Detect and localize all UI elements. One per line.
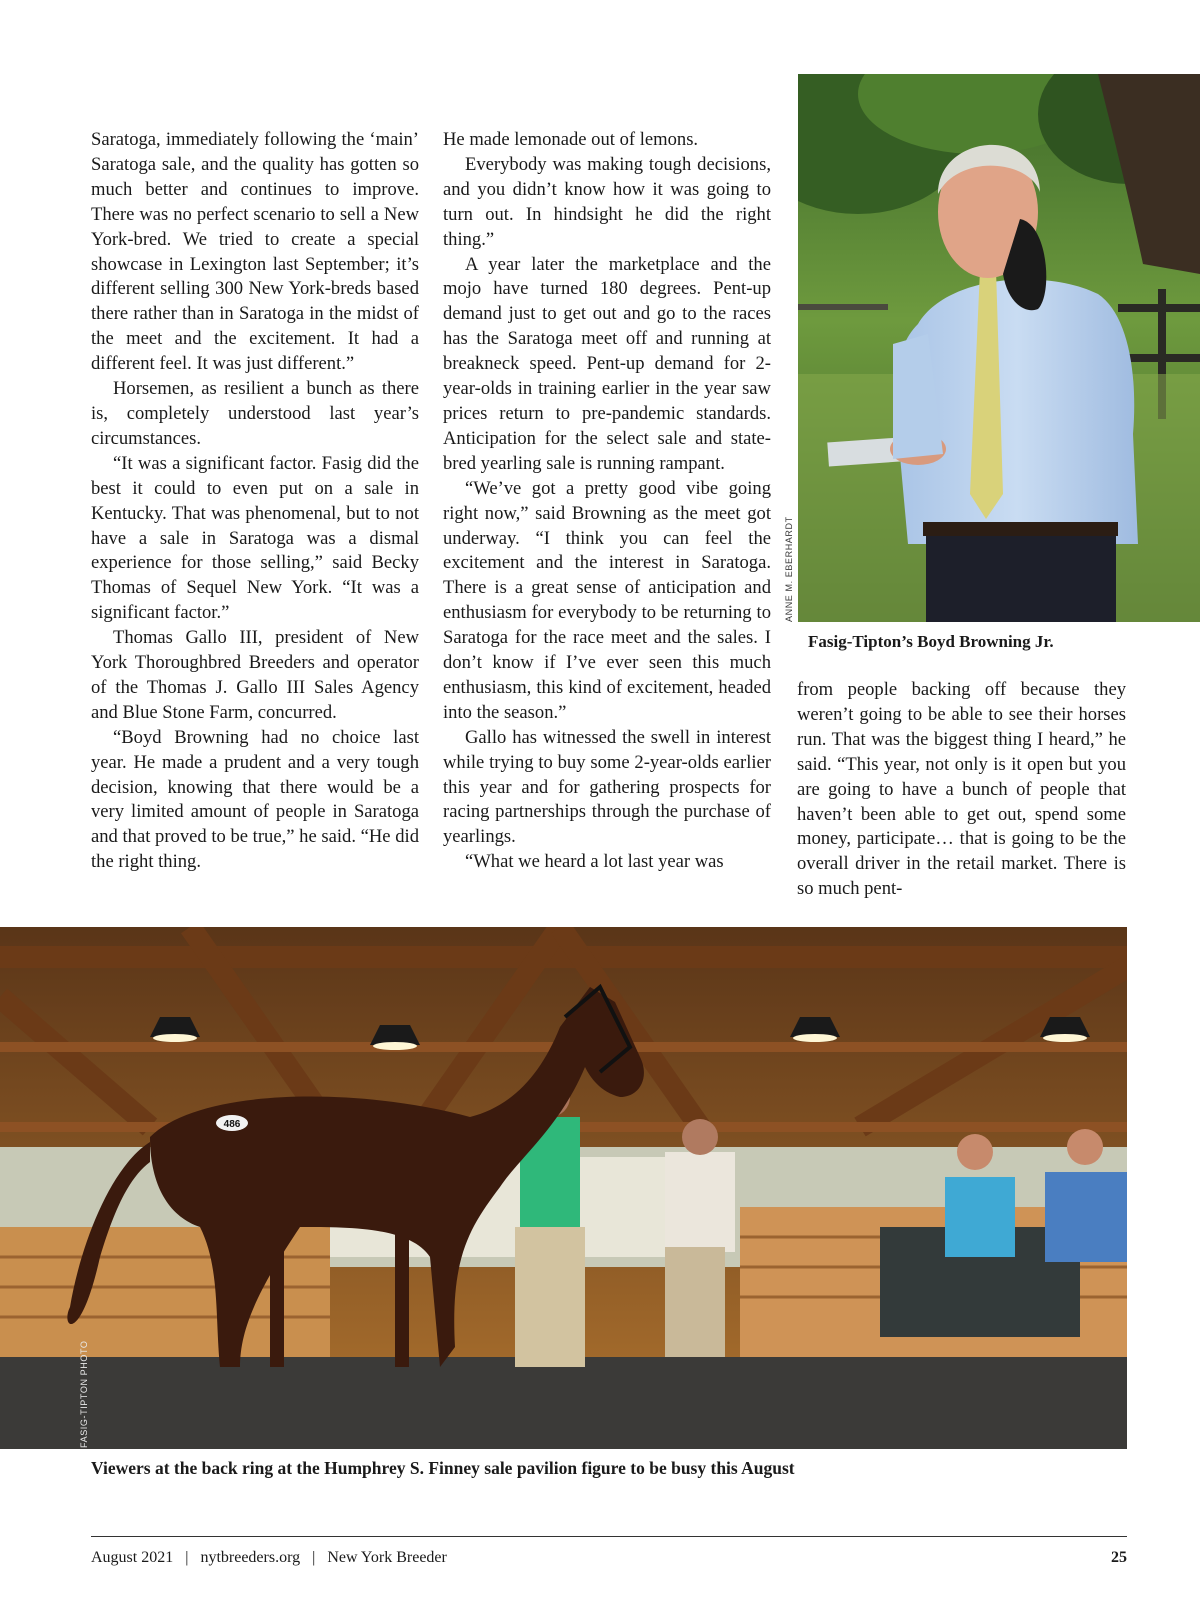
paragraph: Horsemen, as resilient a bunch as there is, completely understood last year’s circumstances. [91,378,419,449]
paragraph: Thomas Gallo III, president of New York Thoroughbred Breeders and operator of the Thomas J. Gallo III Sales Agency and Blue Stone Farm, concurred. [91,627,419,723]
hip-number: 486 [223,1119,241,1130]
page-number: 25 [1111,1549,1127,1566]
paragraph: “We’ve got a pretty good vibe going right now,” said Browning as the meet got underway. “I think you can feel the excitement and the interest in Saratoga. There is a great sense of anticipation and enthusiasm for everybody to be returning to Saratoga for the race meet and the sales. I don’t know if I’ve ever seen this much enthusiasm, this kind of excitement, headed into the season.” [443,477,771,723]
article-column-2 [443,128,771,875]
paragraph: Everybody was making tough decisions, and you didn’t know how it was going to turn out. In hindsight he did the right thing.” [443,153,771,250]
paragraph: “What we heard a lot last year was [465,851,724,873]
footer-divider [91,1536,1127,1537]
paragraph: from people backing off because they weren’t going to be able to see their horses run. That was the biggest thing I heard,” he said. “This year, not only is it open but you are going to have a bunch of people that haven’t been able to get out, spend some money, participate… that is going to be the overall driver in the retail market. There is so much pent- [797,679,1126,900]
portrait-photo [798,74,1200,622]
publication-name: New York Breeder [327,1549,447,1566]
paragraph: “It was a significant factor. Fasig did the best it could to even put on a sale in Kentucky. That was phenomenal, but to not have a sale in Saratoga was a dismal experience for those selling,” said Becky Thomas of Sequel New York. “It was a significant factor.” [91,452,419,624]
paragraph: Saratoga, immediately following the ‘main’ Saratoga sale, and the quality has gotten so much better and continues to improve. There was no perfect scenario to sell a New York-bred. We tried to create a special showcase in Lexington last September; it’s different selling 300 New York-breds based there rather than in Saratoga in the midst of the meet and the excitement. It had a different feel. It was just different.” [91,129,419,375]
photo-credit: ANNE M. EBERHARDT [784,516,794,622]
page-footer [91,1549,1127,1567]
photo-caption: Fasig-Tipton’s Boyd Browning Jr. [808,632,1054,651]
pavilion-photo [0,927,1127,1449]
website: nytbreeders.org [200,1549,301,1566]
paragraph: “Boyd Browning had no choice last year. He made a prudent and a very tough decision, knowing that there would be a very limited amount of people in Saratoga and that proved to be true,” he said. “He did the right thing. [91,726,419,873]
article-column-1 [91,128,419,875]
article-column-3 [797,678,1126,902]
paragraph: Gallo has witnessed the swell in interest while trying to buy some 2-year-olds earlier this year and for gathering prospects for racing partnerships through the purchase of yearlings. [443,726,771,848]
paragraph: A year later the marketplace and the mojo have turned 180 degrees. Pent-up demand just to get out and go to the races has the Saratoga meet off and running at breakneck speed. Pent-up demand for 2-year-olds in training earlier in the year saw prices return to pre-pandemic standards. Anticipation for the select sale and state-bred yearling sale is running rampant. [443,253,771,474]
issue-date: August 2021 [91,1549,174,1566]
separator: | [312,1549,316,1566]
photo-credit: FASIG-TIPTON PHOTO [79,1340,89,1448]
separator: | [185,1549,189,1566]
photo-caption: Viewers at the back ring at the Humphrey S. Finney sale pavilion figure to be busy this August [91,1458,795,1478]
paragraph: He made lemonade out of lemons. [443,129,699,150]
